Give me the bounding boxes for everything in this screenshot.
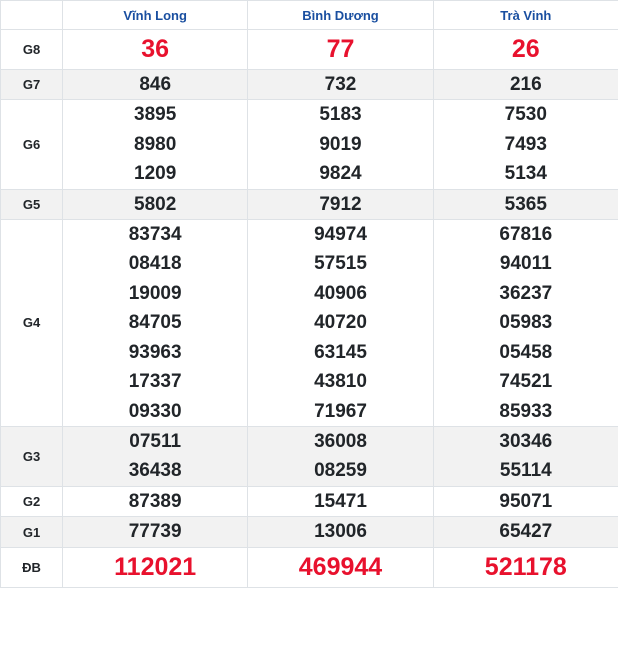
table-row (1, 100, 618, 189)
prize-number: 94974 (314, 223, 367, 245)
prize-number: 17337 (128, 371, 182, 393)
prize-number: 112021 (114, 552, 197, 581)
prize-number: 5183 (319, 104, 362, 126)
prize-number: 43810 (314, 371, 367, 393)
table-row (1, 69, 618, 99)
prize-number: 57515 (314, 253, 367, 275)
prize-number: 26 (511, 35, 540, 63)
prize-number: 30346 (499, 431, 553, 452)
prize-number: 19009 (128, 282, 182, 304)
prize-number: 3895 (134, 104, 177, 126)
prize-cell (248, 189, 433, 219)
prize-cell (433, 69, 618, 99)
prize-number: 9824 (319, 163, 362, 185)
prize-number: 08259 (314, 460, 367, 482)
prize-number: 732 (324, 73, 357, 95)
prize-number: 07511 (129, 431, 182, 452)
prize-number: 36237 (499, 282, 553, 304)
prize-cell (248, 427, 433, 487)
prize-cell (433, 30, 618, 70)
prize-number: 7493 (504, 133, 547, 155)
prize-number: 36438 (128, 460, 182, 482)
header-province-0 (63, 1, 248, 30)
prize-cell (248, 30, 433, 70)
prize-cell (63, 69, 248, 99)
prize-number: 5365 (504, 193, 547, 215)
prize-number: 95071 (499, 490, 553, 512)
prize-number: 7912 (319, 193, 362, 215)
prize-number: 87389 (128, 490, 182, 512)
prize-cell (63, 219, 248, 426)
prize-number: 74521 (499, 371, 553, 393)
prize-number: 5802 (134, 193, 177, 215)
prize-number: 65427 (499, 521, 553, 543)
prize-number: 93963 (128, 341, 182, 363)
prize-number: 7530 (504, 104, 547, 126)
prize-cell (63, 427, 248, 487)
prize-cell (63, 517, 248, 547)
prize-cell (248, 486, 433, 516)
prize-number: 77739 (128, 521, 182, 543)
table-row (1, 547, 618, 587)
prize-number: 1209 (134, 163, 177, 185)
prize-number: 09330 (128, 400, 182, 422)
prize-number: 84705 (128, 312, 182, 334)
row-label-g8: G8 (1, 30, 63, 70)
table-header (1, 1, 618, 30)
table-row (1, 427, 618, 487)
prize-number: 846 (139, 73, 172, 95)
province-link-tra-vinh[interactable]: Trà Vinh (500, 7, 552, 23)
header-province-2 (433, 1, 618, 30)
prize-number: 55114 (499, 460, 552, 482)
header-province-1 (248, 1, 433, 30)
table-row (1, 30, 618, 70)
header-row (1, 1, 618, 30)
row-label-g6: G6 (1, 100, 63, 189)
prize-number: 71967 (314, 400, 367, 422)
prize-number: 521178 (484, 552, 567, 581)
province-link-binh-duong[interactable]: Bình Dương (302, 7, 379, 23)
prize-number: 5134 (504, 163, 547, 185)
prize-cell (433, 189, 618, 219)
prize-number: 8980 (134, 133, 177, 155)
prize-cell (63, 100, 248, 189)
prize-number: 469944 (298, 552, 383, 581)
prize-cell (433, 219, 618, 426)
table-row (1, 189, 618, 219)
prize-number: 36 (141, 35, 170, 63)
prize-number: 05458 (499, 341, 553, 363)
prize-number: 85933 (499, 400, 553, 422)
prize-cell (433, 486, 618, 516)
prize-number: 63145 (314, 341, 367, 363)
prize-cell (433, 547, 618, 587)
prize-number: 67816 (499, 223, 553, 245)
row-label-g7: G7 (1, 69, 63, 99)
prize-cell (63, 189, 248, 219)
prize-number: 13006 (314, 521, 367, 543)
prize-cell (248, 69, 433, 99)
prize-cell (63, 486, 248, 516)
prize-cell (433, 100, 618, 189)
prize-cell (433, 517, 618, 547)
prize-number: 216 (509, 73, 542, 95)
prize-number: 9019 (319, 133, 362, 155)
row-label-g1: G1 (1, 517, 63, 547)
row-label-g4: G4 (1, 219, 63, 426)
prize-number: 36008 (314, 431, 367, 452)
table-row (1, 486, 618, 516)
prize-cell (248, 219, 433, 426)
prize-cell (433, 427, 618, 487)
table-body (1, 30, 618, 588)
prize-cell (63, 30, 248, 70)
header-corner-cell (1, 1, 63, 30)
prize-number: 40906 (314, 282, 367, 304)
province-link-vinh-long[interactable]: Vĩnh Long (123, 7, 187, 23)
prize-number: 77 (326, 35, 355, 63)
prize-number: 83734 (128, 223, 182, 245)
prize-number: 08418 (128, 253, 182, 275)
prize-number: 94011 (499, 253, 552, 275)
prize-cell (248, 517, 433, 547)
table-row (1, 219, 618, 426)
prize-number: 15471 (314, 490, 367, 512)
table-row (1, 517, 618, 547)
prize-number: 05983 (499, 312, 553, 334)
prize-number: 40720 (314, 312, 367, 334)
prize-cell (248, 100, 433, 189)
row-label-đb: ĐB (1, 547, 63, 587)
row-label-g3: G3 (1, 427, 63, 487)
row-label-g5: G5 (1, 189, 63, 219)
prize-cell (248, 547, 433, 587)
row-label-g2: G2 (1, 486, 63, 516)
prize-cell (63, 547, 248, 587)
